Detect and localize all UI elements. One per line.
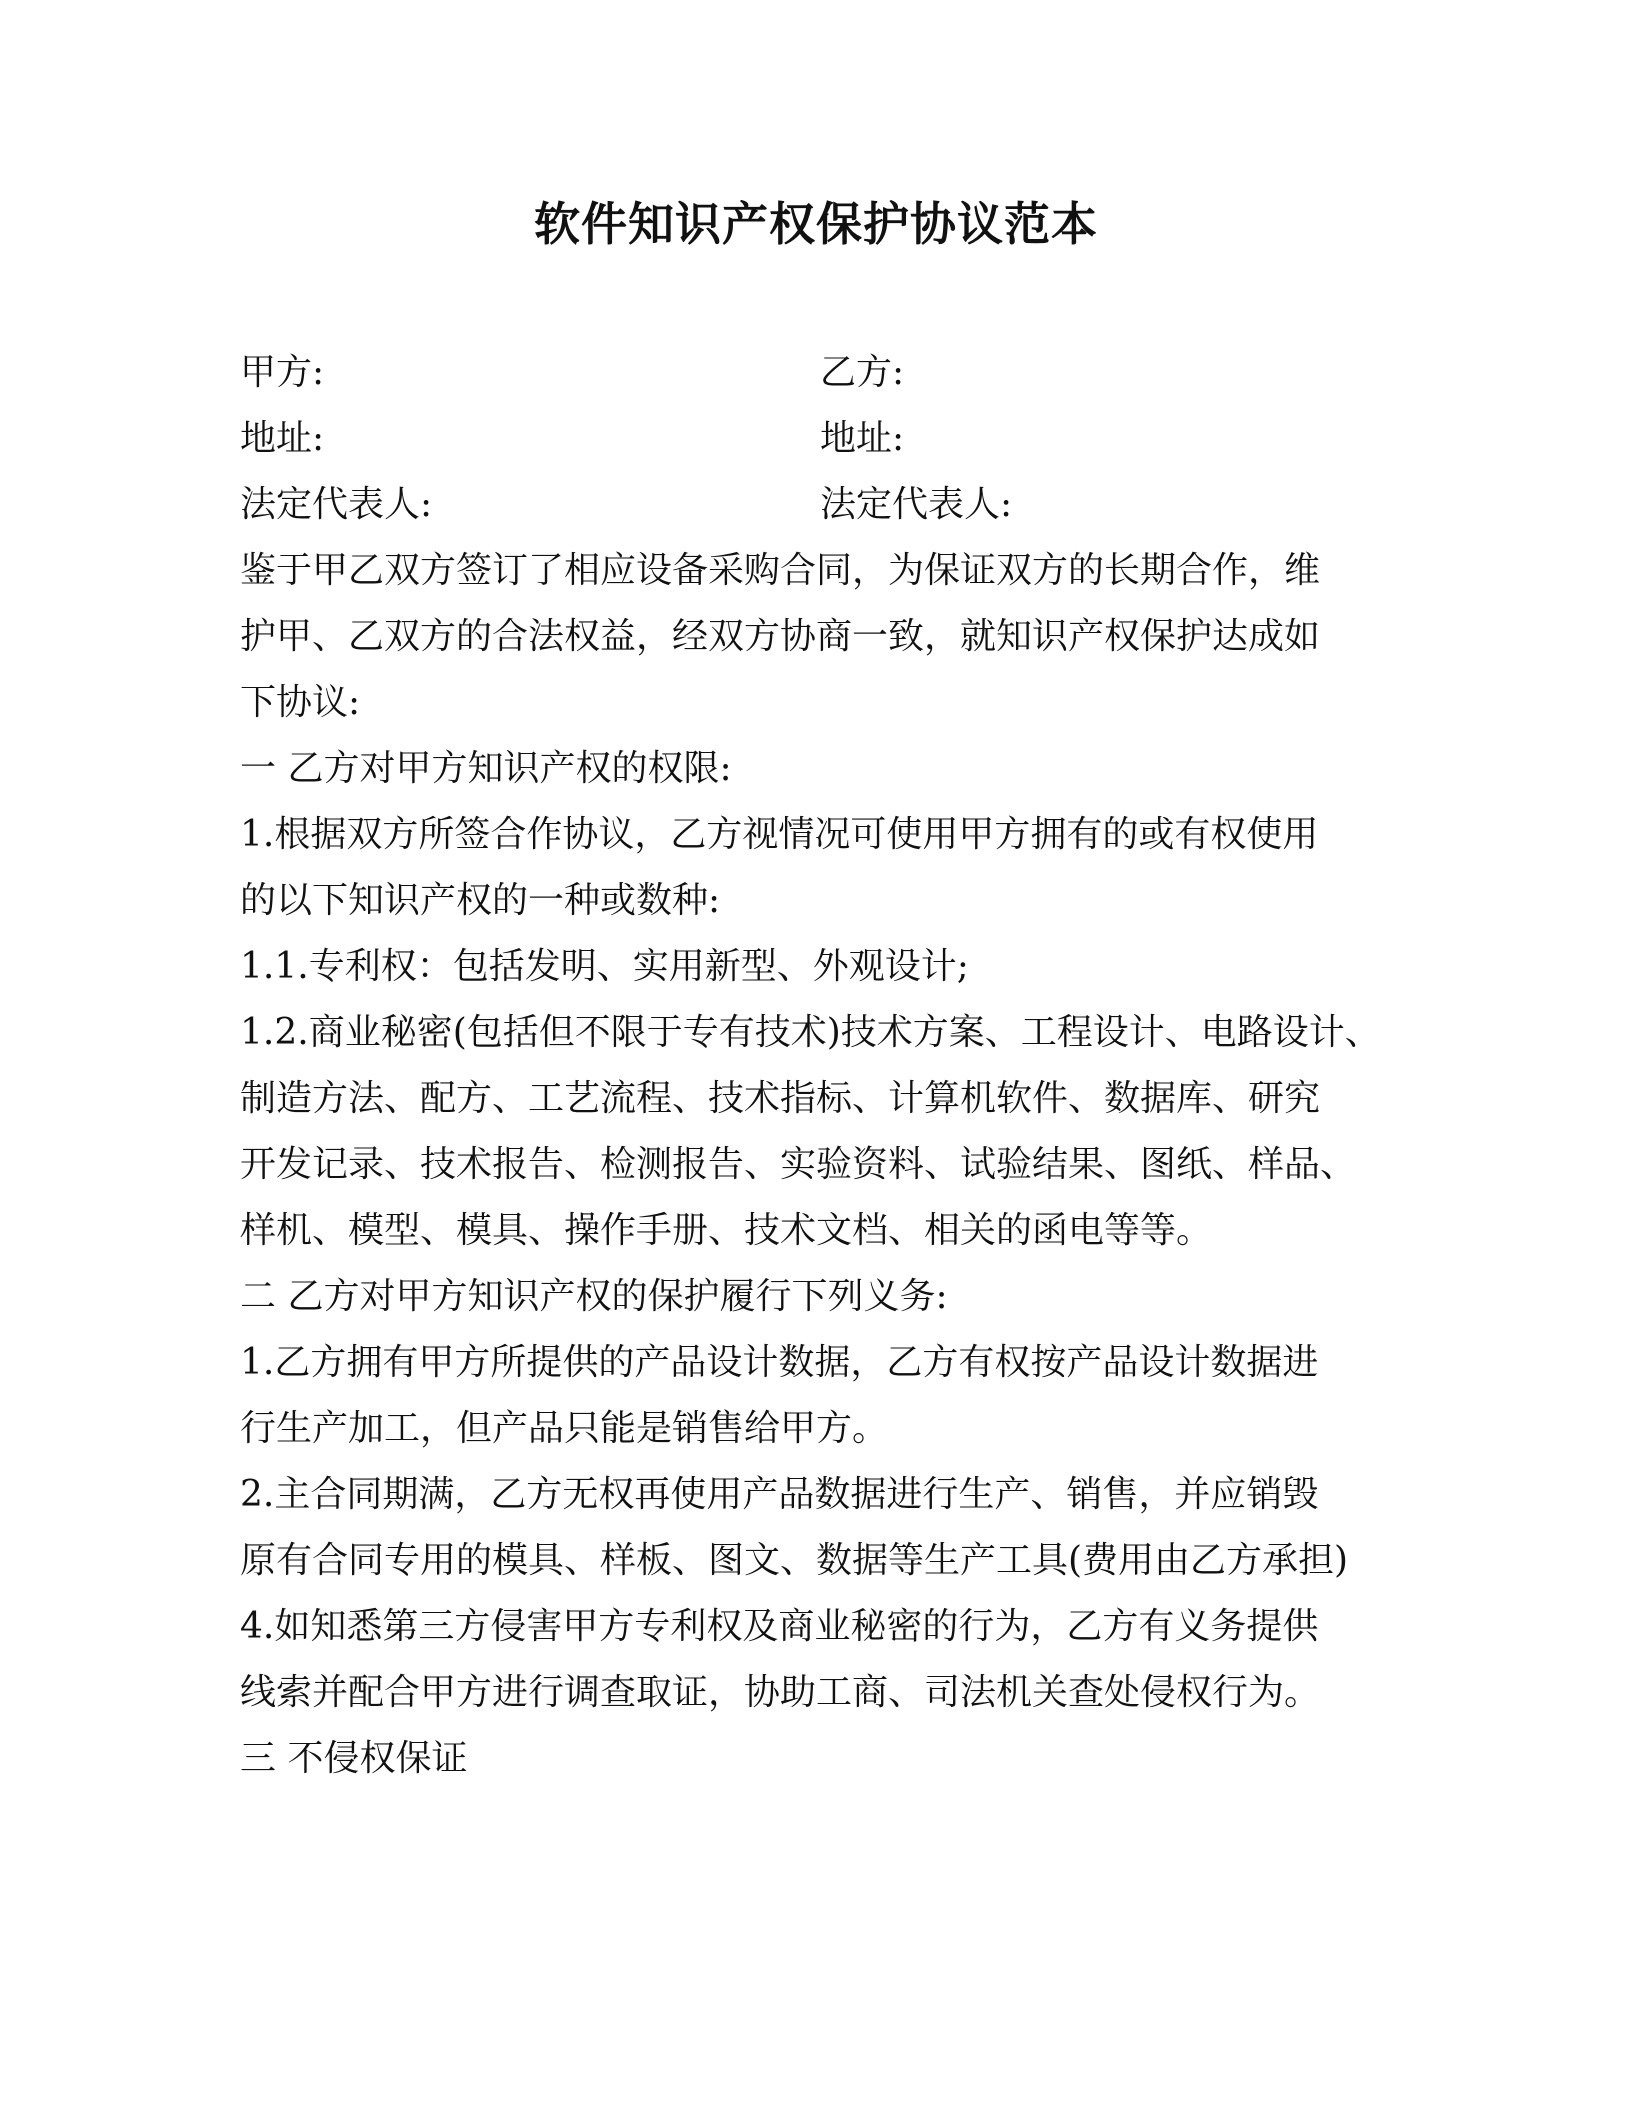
body-line: 制造方法、配方、工艺流程、技术指标、计算机软件、数据库、研究 [240,1078,1321,1119]
body-line: 下协议: [240,682,361,723]
body-line: 2.主合同期满，乙方无权再使用产品数据进行生产、销售，并应销毁 [240,1474,1319,1515]
document-body [240,538,1400,1792]
party-b-field: 法定代表人: [820,484,1013,525]
body-line: 的以下知识产权的一种或数种: [240,880,721,921]
party-row [240,406,1400,472]
party-a-field: 地址: [240,418,325,459]
party-a-field: 法定代表人: [240,484,433,525]
body-line: 线索并配合甲方进行调查取证，协助工商、司法机关查处侵权行为。 [240,1672,1321,1713]
body-line: 开发记录、技术报告、检测报告、实验资料、试验结果、图纸、样品、 [240,1144,1357,1185]
body-line: 1.2.商业秘密(包括但不限于专有技术)技术方案、工程设计、电路设计、 [240,1012,1381,1053]
body-line: 1.根据双方所签合作协议，乙方视情况可使用甲方拥有的或有权使用 [240,814,1319,855]
body-line: 1.1.专利权：包括发明、实用新型、外观设计; [240,946,969,987]
party-row [240,340,1400,406]
party-b-field: 乙方: [820,352,905,393]
document-title: 软件知识产权保护协议范本 [534,197,1098,251]
body-line: 样机、模型、模具、操作手册、技术文档、相关的函电等等。 [240,1210,1213,1251]
body-line: 一 乙方对甲方知识产权的权限: [240,748,732,789]
body-line: 4.如知悉第三方侵害甲方专利权及商业秘密的行为，乙方有义务提供 [240,1606,1319,1647]
parties-block [240,340,1400,538]
body-line: 1.乙方拥有甲方所提供的产品设计数据，乙方有权按产品设计数据进 [240,1342,1319,1383]
body-line: 护甲、乙双方的合法权益，经双方协商一致，就知识产权保护达成如 [240,616,1321,657]
party-row [240,472,1400,538]
body-line: 鉴于甲乙双方签订了相应设备采购合同，为保证双方的长期合作，维 [240,550,1321,591]
body-line: 三 不侵权保证 [240,1738,468,1779]
party-b-field: 地址: [820,418,905,459]
body-line: 原有合同专用的模具、样板、图文、数据等生产工具(费用由乙方承担) [240,1540,1349,1581]
body-line: 二 乙方对甲方知识产权的保护履行下列义务: [240,1276,948,1317]
party-a-field: 甲方: [240,352,325,393]
body-line: 行生产加工，但产品只能是销售给甲方。 [240,1408,889,1449]
